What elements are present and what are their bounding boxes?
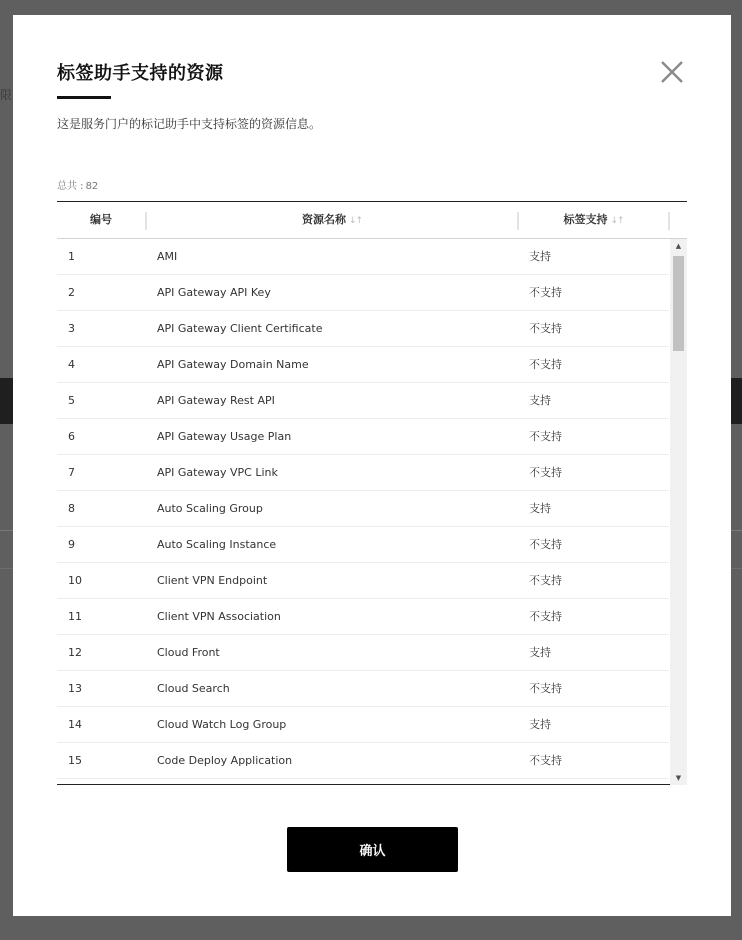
sort-arrows-icon[interactable]: ↓↑: [348, 216, 363, 226]
table-row[interactable]: [57, 347, 669, 383]
tag-support-cell: 支持: [529, 250, 551, 263]
tag-support-cell: 不支持: [529, 754, 562, 767]
resource-name-cell: API Gateway Domain Name: [157, 358, 309, 371]
table-row[interactable]: [57, 527, 669, 563]
table-row[interactable]: [57, 311, 669, 347]
row-number: 5: [68, 394, 75, 407]
resource-name-cell: AMI: [157, 250, 178, 263]
table-row[interactable]: [57, 419, 669, 455]
supported-resources-modal: [13, 15, 731, 916]
row-number: 3: [68, 322, 75, 335]
close-button[interactable]: [659, 59, 685, 85]
tag-support-cell: 不支持: [529, 286, 562, 299]
scroll-down-arrow-icon[interactable]: ▼: [675, 774, 682, 782]
table-row[interactable]: [57, 671, 669, 707]
column-header-label: 编号: [90, 213, 112, 226]
modal-description: 这是服务门户的标记助手中支持标签的资源信息。: [57, 117, 322, 131]
table-row[interactable]: [57, 599, 669, 635]
table-row[interactable]: [57, 743, 669, 779]
table-row[interactable]: [57, 455, 669, 491]
tag-support-cell: 不支持: [529, 358, 562, 371]
total-label: 总共 :: [57, 181, 84, 192]
table-row[interactable]: [57, 707, 669, 743]
table-row[interactable]: [57, 563, 669, 599]
column-header-resource-name[interactable]: [147, 202, 517, 238]
scroll-up-arrow-icon[interactable]: ▲: [675, 242, 682, 250]
title-underline: [57, 96, 111, 99]
tag-support-cell: 不支持: [529, 538, 562, 551]
row-number: 9: [68, 538, 75, 551]
confirm-button[interactable]: 确认: [287, 827, 458, 872]
resource-name-cell: Cloud Watch Log Group: [157, 718, 287, 731]
row-number: 13: [68, 682, 82, 695]
row-number: 8: [68, 502, 75, 515]
column-header-label: 标签支持: [563, 213, 608, 226]
scrollbar-thumb[interactable]: [673, 256, 684, 351]
row-number: 6: [68, 430, 75, 443]
table-row[interactable]: [57, 383, 669, 419]
table-header: [57, 202, 687, 239]
background-peek-text: 限: [0, 88, 13, 102]
table-row[interactable]: [57, 635, 669, 671]
column-header-number: [57, 202, 145, 238]
row-number: 2: [68, 286, 75, 299]
total-count: [57, 177, 98, 192]
resource-name-cell: API Gateway Usage Plan: [157, 430, 292, 443]
row-number: 14: [68, 718, 82, 731]
tag-support-cell: 支持: [529, 646, 551, 659]
column-header-label: 资源名称: [301, 213, 346, 226]
row-number: 4: [68, 358, 75, 371]
row-number: 15: [68, 754, 82, 767]
close-icon: [659, 59, 685, 85]
tag-support-cell: 不支持: [529, 682, 562, 695]
row-number: 12: [68, 646, 82, 659]
resource-name-cell: Code Deploy Application: [157, 754, 293, 767]
tag-support-cell: 不支持: [529, 466, 562, 479]
column-header-tag-support[interactable]: [519, 202, 668, 238]
sort-arrows-icon[interactable]: ↓↑: [610, 216, 624, 226]
vertical-scrollbar[interactable]: [670, 239, 687, 785]
table-row[interactable]: [57, 239, 669, 275]
resource-name-cell: Auto Scaling Instance: [157, 538, 277, 551]
tag-support-cell: 不支持: [529, 610, 562, 623]
tag-support-cell: 不支持: [529, 322, 562, 335]
row-number: 10: [68, 574, 82, 587]
resource-name-cell: Cloud Front: [157, 646, 220, 659]
tag-support-cell: 支持: [529, 502, 551, 515]
resource-name-cell: Cloud Search: [157, 682, 230, 695]
tag-support-cell: 不支持: [529, 430, 562, 443]
table-row[interactable]: [57, 275, 669, 311]
resource-name-cell: Auto Scaling Group: [157, 502, 263, 515]
tag-support-cell: 不支持: [529, 574, 562, 587]
modal-title: 标签助手支持的资源: [57, 63, 224, 84]
resource-name-cell: API Gateway API Key: [157, 286, 271, 299]
column-resize-handle[interactable]: [668, 212, 670, 230]
resource-name-cell: API Gateway Client Certificate: [157, 322, 323, 335]
resource-name-cell: Client VPN Endpoint: [157, 574, 268, 587]
resource-name-cell: API Gateway VPC Link: [157, 466, 278, 479]
total-value: 82: [85, 181, 99, 192]
resource-name-cell: API Gateway Rest API: [157, 394, 275, 407]
row-number: 7: [68, 466, 75, 479]
resource-name-cell: Client VPN Association: [157, 610, 281, 623]
tag-support-cell: 支持: [529, 718, 551, 731]
resources-table: [57, 201, 687, 785]
table-row[interactable]: [57, 491, 669, 527]
tag-support-cell: 支持: [529, 394, 551, 407]
row-number: 11: [68, 610, 82, 623]
table-body[interactable]: [57, 239, 687, 785]
row-number: 1: [68, 250, 75, 263]
